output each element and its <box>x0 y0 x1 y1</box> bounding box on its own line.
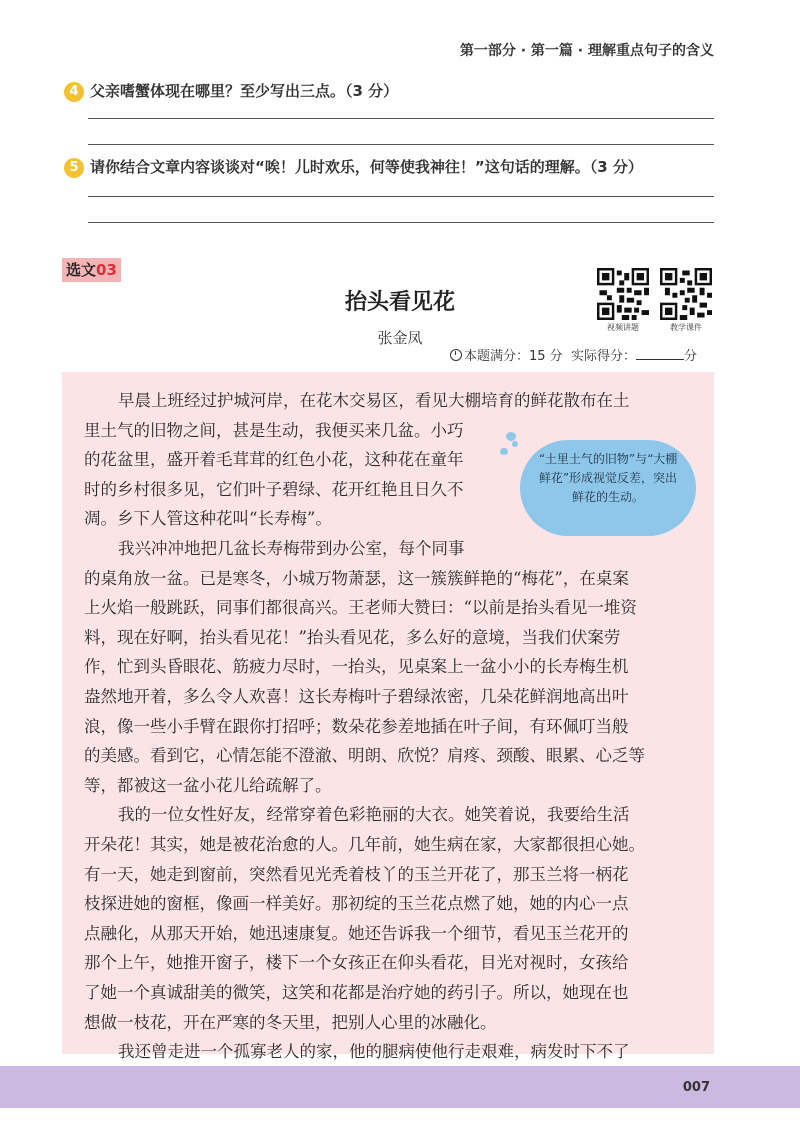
passage-line: 盎然地开着，多么令人欢喜！这长寿梅叶子碧绿浓密，几朵花鲜润地高出叶 <box>84 687 629 706</box>
passage-line: 开朵花！其实，她是被花治愈的人。几年前，她生病在家，大家都很担心她。 <box>84 835 645 854</box>
qr-code-icon[interactable] <box>597 268 649 320</box>
passage-line: 的桌角放一盆。已是寒冬，小城万物萧瑟，这一簇簇鲜艳的“梅花”，在桌案 <box>84 568 629 588</box>
page-number: 007 <box>682 1080 710 1095</box>
score-actual-label: 实际得分： <box>570 349 636 364</box>
section-number: 03 <box>96 261 117 279</box>
passage-line: 凋。乡下人管这种花叫“长寿梅”。 <box>84 509 332 529</box>
question-5 <box>64 156 643 178</box>
passage-line: 上火焰一般跳跃，同事们都很高兴。王老师大赞曰：“以前是抬头看见一堆资 <box>84 598 637 618</box>
passage-line: 点融化，从那天开始，她迅速康复。她还告诉我一个细节，看见玉兰花开的 <box>84 923 629 943</box>
passage-line: 我的一位女性好友，经常穿着色彩艳丽的大衣。她笑着说，我要给生活 <box>118 805 630 825</box>
score-input[interactable] <box>636 347 684 360</box>
passage-line: 等，都被这一盆小花儿给疏解了。 <box>84 775 332 795</box>
passage-line: 有一天，她走到窗前，突然看见光秃着枝丫的玉兰开花了，那玉兰将一柄花 <box>84 864 629 884</box>
bubble-dot <box>506 432 516 441</box>
passage-line: 的花盆里，盛开着毛茸茸的红色小花，这种花在童年 <box>84 450 464 470</box>
question-text: 请你结合文章内容谈谈对“唉！儿时欢乐，何等使我神往！”这句话的理解。（3 分） <box>90 158 643 176</box>
section-tag <box>62 258 121 282</box>
passage-line: 早晨上班经过护城河岸，在花木交易区，看见大棚培育的鲜花散布在土 <box>118 391 630 410</box>
passage-line: 作，忙到头昏眼花、筋疲力尽时，一抬头，见桌案上一盆小小的长寿梅生机 <box>84 657 629 677</box>
article-author: 张金凤 <box>377 329 423 347</box>
question-number-badge: 4 <box>64 82 84 102</box>
passage-line: 料，现在好啊，抬头看见花！”抬头看见花，多么好的意境，当我们伏案劳 <box>84 627 621 647</box>
answer-line[interactable] <box>88 144 714 145</box>
breadcrumb: 第一部分 · 第一篇 · 理解重点句子的含义 <box>459 43 714 59</box>
passage-line: 里土气的旧物之间，甚是生动，我便买来几盆。小巧 <box>84 420 464 440</box>
score-line <box>450 345 697 364</box>
passage-line: 我兴冲冲地把几盆长寿梅带到办公室，每个同事 <box>118 539 465 558</box>
article-title: 抬头看见花 <box>344 289 455 315</box>
passage-line: 浪，像一些小手臂在跟你打招呼；数朵花参差地插在叶子间，有环佩叮当般 <box>84 716 629 736</box>
bubble-dot <box>500 448 508 455</box>
passage-line: 了她一个真诚甜美的微笑，这笑和花都是治疗她的药引子。所以，她现在也 <box>84 983 629 1002</box>
footer-band <box>0 1066 800 1108</box>
passage-line: 时的乡村很多见，它们叶子碧绿、花开红艳且日久不 <box>84 479 464 499</box>
answer-line[interactable] <box>88 118 714 119</box>
qr-code-icon[interactable] <box>660 268 712 320</box>
passage-line: 那个上午，她推开窗子，楼下一个女孩正在仰头看花，目光对视时，女孩给 <box>84 953 629 973</box>
question-number-badge: 5 <box>64 158 84 178</box>
passage-line: 我还曾走进一个孤寡老人的家，他的腿病使他行走艰难，病发时下不了 <box>118 1042 630 1062</box>
passage-line: 想做一枝花，开在严寒的冬天里，把别人心里的冰融化。 <box>84 1012 497 1032</box>
qr-label: 教学课件 <box>670 323 702 332</box>
score-full: 本题满分：15 分 <box>464 349 563 364</box>
answer-line[interactable] <box>88 222 714 223</box>
score-unit: 分 <box>683 349 697 364</box>
answer-line[interactable] <box>88 196 714 197</box>
question-4 <box>64 80 398 102</box>
bubble-dot <box>512 441 518 447</box>
passage-line: 的美感。看到它，心情怎能不澄澈、明朗、欣悦？肩疼、颈酸、眼累、心乏等 <box>84 746 645 766</box>
clock-icon <box>450 349 462 361</box>
question-text: 父亲嗜蟹体现在哪里？至少写出三点。（3 分） <box>90 82 399 100</box>
annotation-bubble: “土里土气的旧物”与“大棚鲜花”形成视觉反差，突出鲜花的生动。 <box>520 440 696 536</box>
qr-label: 视频讲题 <box>607 323 639 332</box>
passage-line: 枝探进她的窗框，像画一样美好。那初绽的玉兰花点燃了她，她的内心一点 <box>84 894 629 914</box>
section-label: 选文 <box>66 261 97 279</box>
